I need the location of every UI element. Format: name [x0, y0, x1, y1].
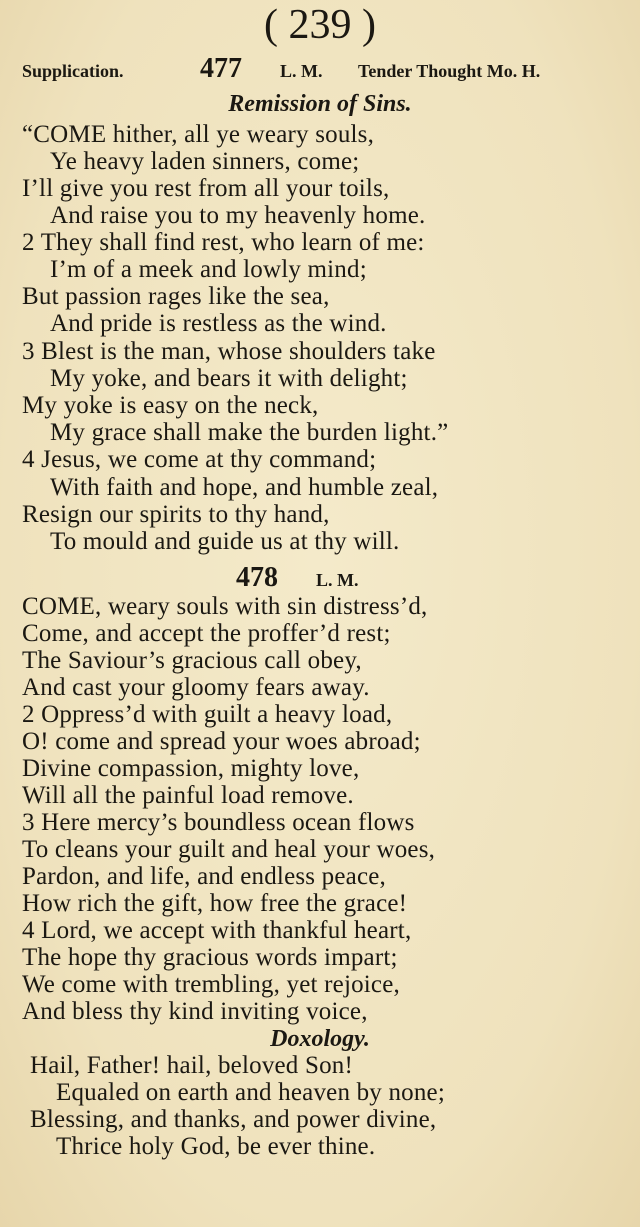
verse-line: 2 Oppress’d with guilt a heavy load, — [22, 701, 393, 728]
verse-line: Divine compassion, mighty love, — [22, 755, 360, 782]
verse-line: I’ll give you rest from all your toils, — [22, 175, 390, 202]
verse-line: My grace shall make the burden light.” — [50, 419, 449, 446]
verse-line: COME, weary souls with sin distress’d, — [22, 593, 428, 620]
verse-line: I’m of a meek and lowly mind; — [50, 256, 367, 283]
verse-line: “COME hither, all ye weary souls, — [22, 121, 375, 148]
doxology-title: Doxology. — [270, 1026, 370, 1052]
hymn-tune: Tender Thought Mo. H. — [358, 61, 541, 81]
verse-line: My yoke is easy on the neck, — [22, 392, 319, 419]
verse-line: And bless thy kind inviting voice, — [22, 998, 368, 1025]
verse-line: And cast your gloomy fears away. — [22, 674, 370, 701]
verse-line: 2 They shall find rest, who learn of me: — [22, 229, 425, 256]
verse-line: Hail, Father! hail, beloved Son! — [30, 1052, 353, 1079]
verse-line: My yoke, and bears it with delight; — [50, 365, 408, 392]
verse-line: Will all the painful load remove. — [22, 782, 354, 809]
hymn-topic: Supplication. — [22, 61, 124, 81]
hymn-478-header — [0, 562, 640, 594]
verse-line: And pride is restless as the wind. — [50, 310, 387, 337]
page-number: ( 239 ) — [264, 2, 376, 48]
verse-line: O! come and spread your woes abroad; — [22, 728, 421, 755]
verse-line: 3 Blest is the man, whose shoulders take — [22, 338, 436, 365]
verse-line: Blessing, and thanks, and power divine, — [30, 1106, 437, 1133]
verse-line: Thrice holy God, be ever thine. — [56, 1133, 376, 1160]
verse-line: The Saviour’s gracious call obey, — [22, 647, 362, 674]
verse-line: The hope thy gracious words impart; — [22, 944, 398, 971]
verse-line: We come with trembling, yet rejoice, — [22, 971, 400, 998]
verse-line: And raise you to my heavenly home. — [50, 202, 426, 229]
hymn-number: 477 — [200, 53, 242, 84]
hymn-meter: L. M. — [280, 61, 323, 81]
verse-line: Ye heavy laden sinners, come; — [50, 148, 360, 175]
verse-line: But passion rages like the sea, — [22, 283, 330, 310]
verse-line: To mould and guide us at thy will. — [50, 528, 400, 555]
hymn-477-header — [22, 53, 622, 85]
verse-line: Resign our spirits to thy hand, — [22, 501, 330, 528]
verse-line: 4 Lord, we accept with thankful heart, — [22, 917, 412, 944]
verse-line: Pardon, and life, and endless peace, — [22, 863, 387, 890]
verse-line: With faith and hope, and humble zeal, — [50, 474, 439, 501]
hymn-meter: L. M. — [316, 570, 359, 590]
verse-line: 4 Jesus, we come at thy command; — [22, 446, 377, 473]
hymn-title: Remission of Sins. — [228, 91, 412, 117]
verse-line: 3 Here mercy’s boundless ocean flows — [22, 809, 415, 836]
verse-line: Equaled on earth and heaven by none; — [56, 1079, 445, 1106]
verse-line: How rich the gift, how free the grace! — [22, 890, 408, 917]
hymn-number: 478 — [236, 562, 278, 593]
verse-line: To cleans your guilt and heal your woes, — [22, 836, 436, 863]
verse-line: Come, and accept the proffer’d rest; — [22, 620, 391, 647]
